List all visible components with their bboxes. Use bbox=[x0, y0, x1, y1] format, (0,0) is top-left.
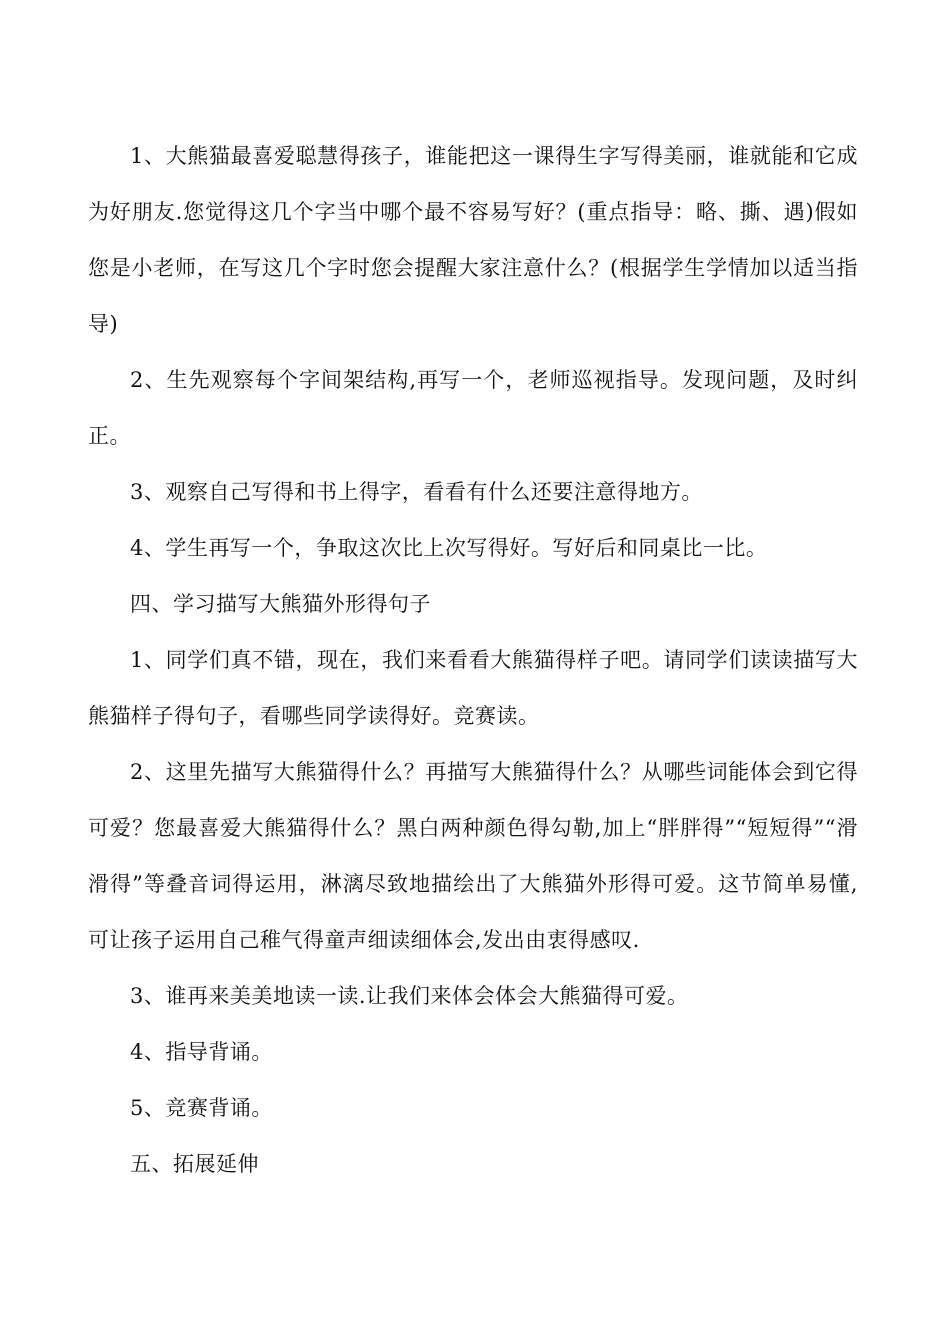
paragraph-write-again: 4、学生再写一个，争取这次比上次写得好。写好后和同桌比一比。 bbox=[130, 536, 768, 560]
section-heading-four: 四、学习描写大熊猫外形得句子 bbox=[130, 592, 431, 616]
section-heading-five: 五、拓展延伸 bbox=[130, 1152, 259, 1176]
paragraph-recite-guidance: 4、指导背诵。 bbox=[130, 1040, 273, 1064]
paragraph-read-again: 3、谁再来美美地读一读.让我们来体会体会大熊猫得可爱。 bbox=[130, 984, 689, 1008]
paragraph-writing-guidance: 1、大熊猫最喜爱聪慧得孩子，谁能把这一课得生字写得美丽，谁就能和它成为好朋友.您觉得这几个字当中哪个最不容易写好？(重点指导：略、撕、遇)假如您是小老师，在写这几个字时您会提醒大家注意什么？(根据学生学情加以适当指导) bbox=[88, 144, 858, 336]
paragraph-read-sentences: 1、同学们真不错，现在，我们来看看大熊猫得样子吧。请同学们读读描写大熊猫样子得句子，看哪些同学读得好。竞赛读。 bbox=[88, 648, 858, 728]
paragraph-observe-structure: 2、生先观察每个字间架结构,再写一个，老师巡视指导。发现问题，及时纠正。 bbox=[88, 368, 858, 448]
document-body bbox=[88, 128, 858, 1192]
paragraph-compare-writing: 3、观察自己写得和书上得字，看看有什么还要注意得地方。 bbox=[130, 480, 703, 504]
paragraph-recite-contest: 5、竞赛背诵。 bbox=[130, 1096, 273, 1120]
paragraph-describe-panda: 2、这里先描写大熊猫得什么？再描写大熊猫得什么？从哪些词能体会到它得可爱？您最喜爱大熊猫得什么？黑白两种颜色得勾勒,加上“胖胖得”“短短得”“滑滑得”等叠音词得运用，淋漓尽致地描绘出了大熊猫外形得可爱。这节简单易懂,可让孩子运用自己稚气得童声细读细体会,发出由衷得感叹. bbox=[88, 760, 858, 952]
